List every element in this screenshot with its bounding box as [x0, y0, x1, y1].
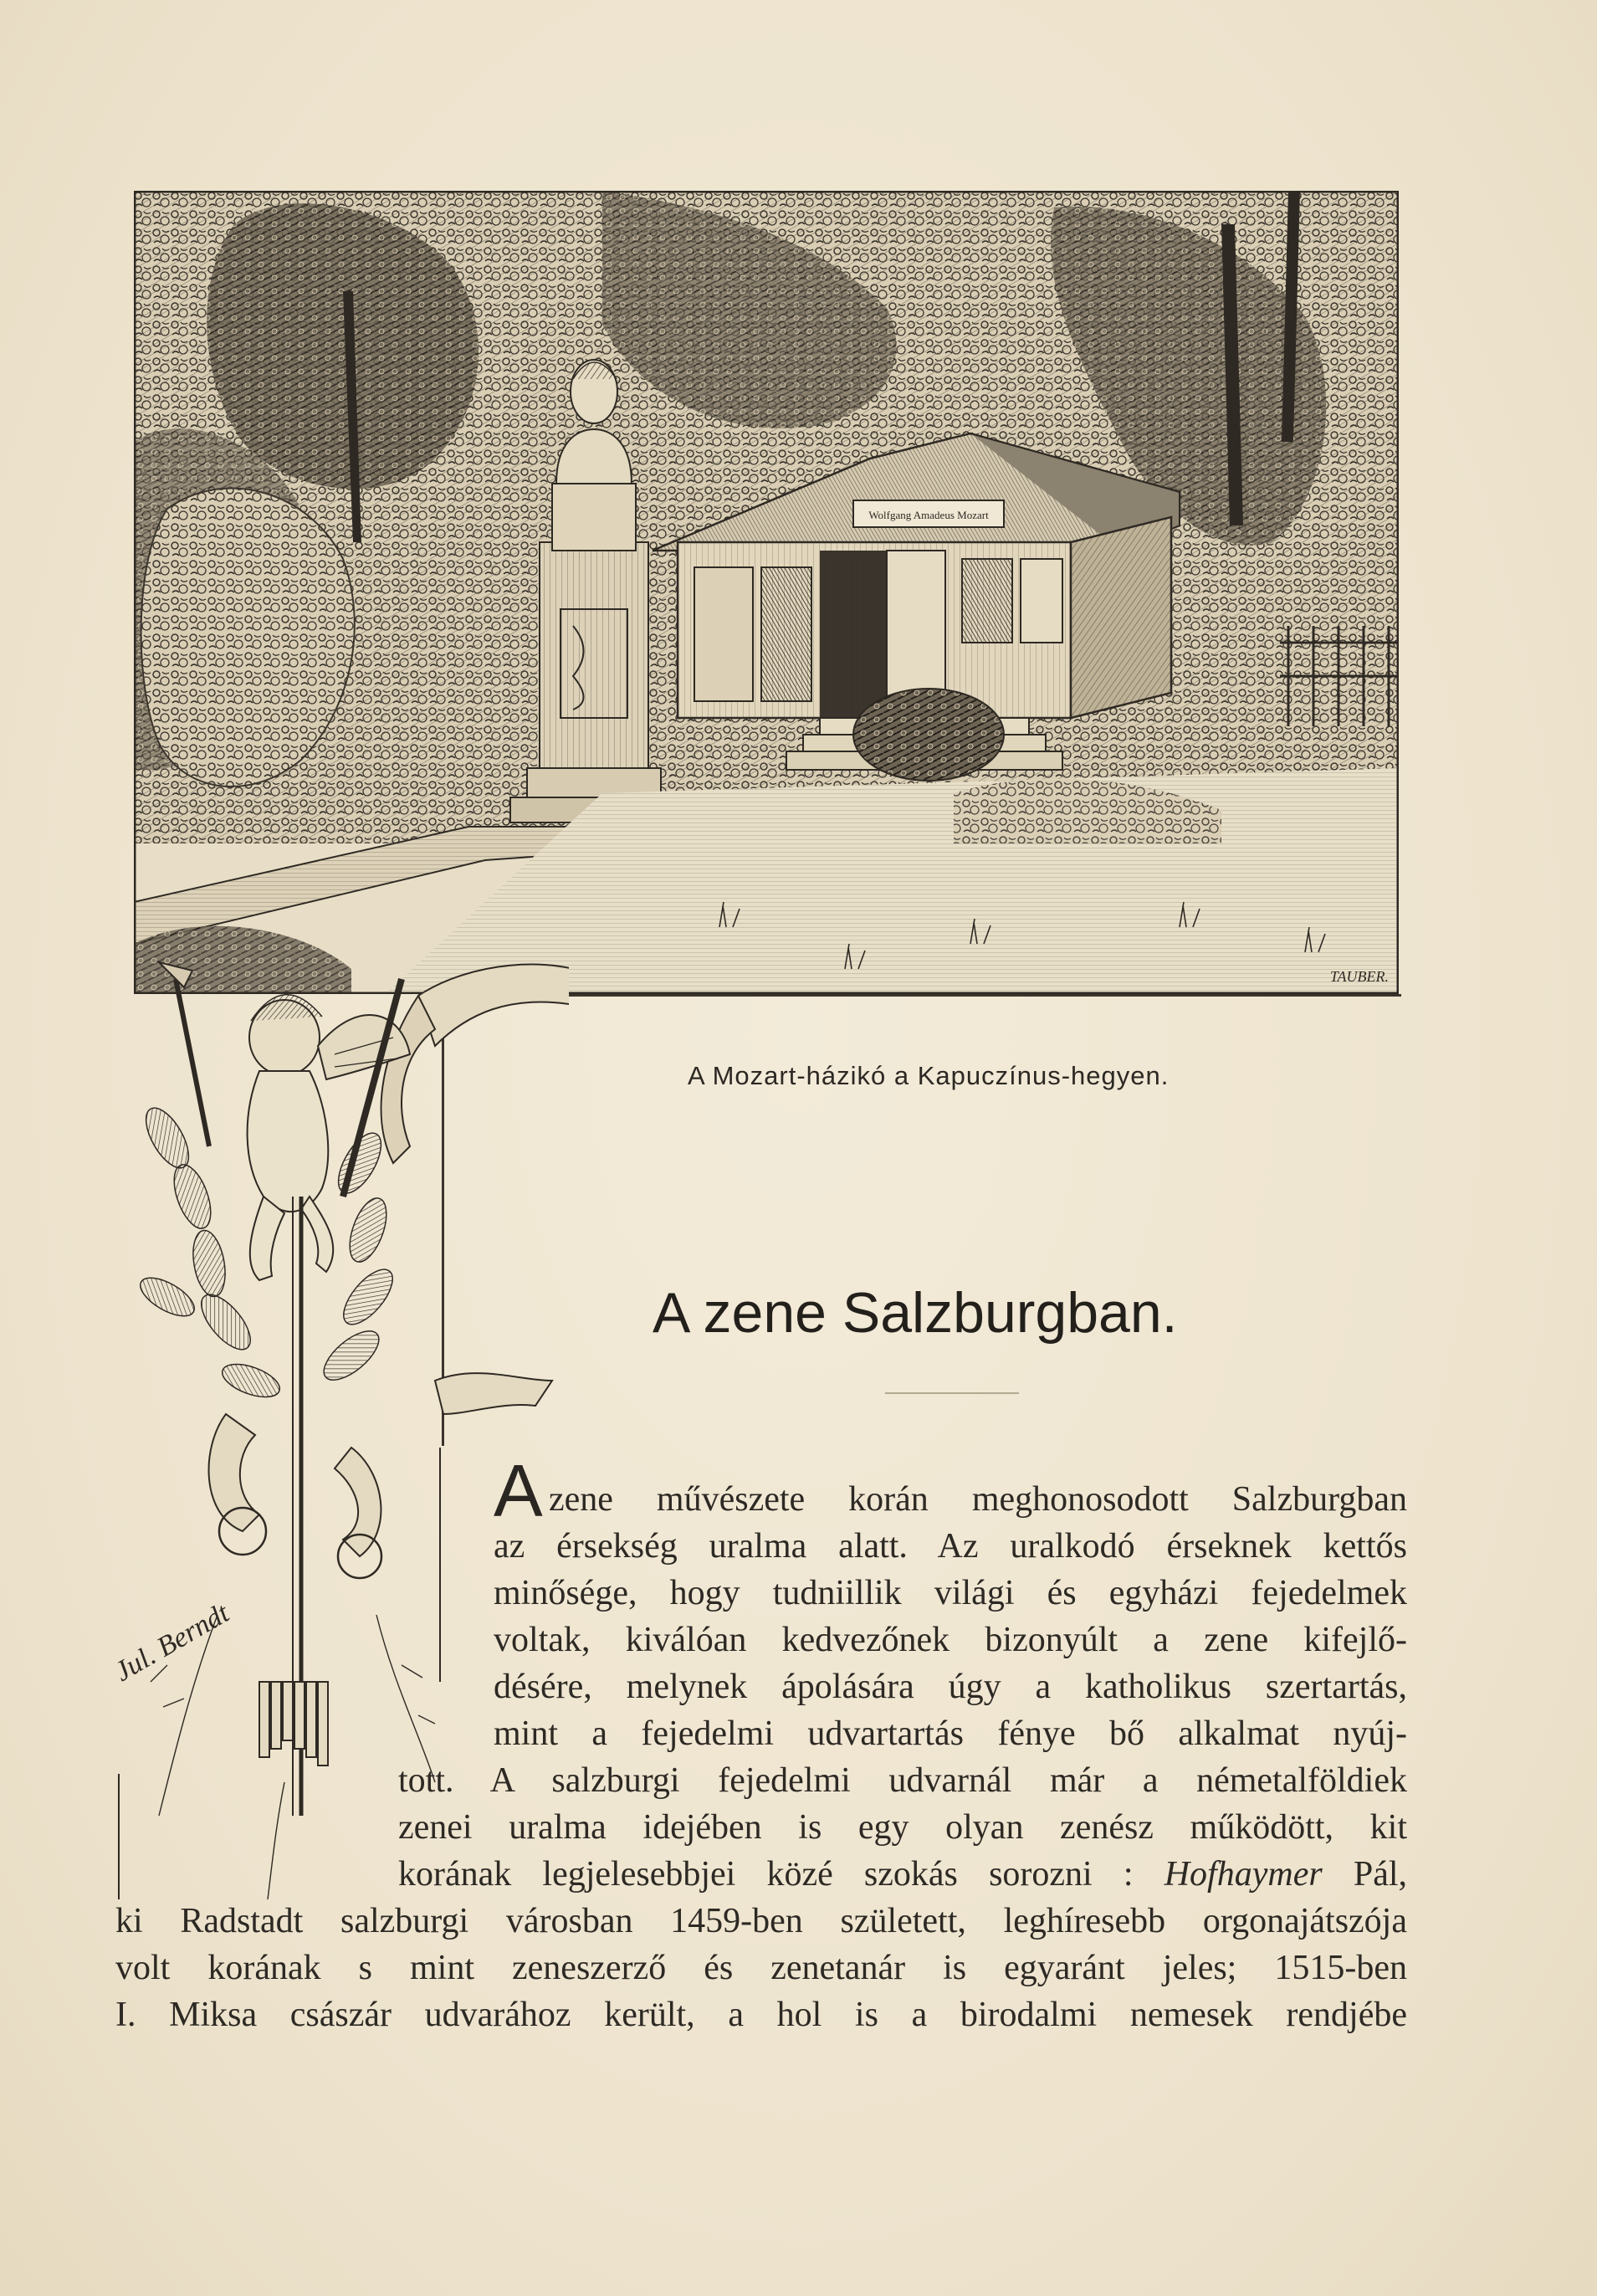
text-line: zenei uralma idejében is egy olyan zenész működött, kit [398, 1808, 1407, 1847]
ornament-signature: Jul. Berndt [117, 1597, 235, 1688]
text-line: minősége, hogy tudniillik világi és egyházi fejedelmek [494, 1574, 1407, 1612]
text-line: désére, melynek ápolására úgy a katholikus szertartás, [494, 1668, 1407, 1706]
drop-cap: A [494, 1449, 543, 1532]
text-line: az érsekség uralma alatt. Az uralkodó érseknek kettős [494, 1527, 1407, 1566]
text-line: voltak, kiválóan kedvezőnek bizonyúlt a zene kifejlő- [494, 1621, 1407, 1659]
text-line: tott. A salzburgi fejedelmi udvarnál már a németalföldiek [398, 1761, 1407, 1800]
text-line: I. Miksa császár udvarához került, a hol is a birodalmi nemesek rendjébe [115, 1996, 1407, 2034]
engraver-signature: TAUBER. [1329, 968, 1389, 985]
text-line: volt korának s mint zeneszerző és zenetanár is egyaránt jeles; 1515-ben [115, 1949, 1407, 1987]
text-line [398, 1851, 1407, 1898]
text-line: ki Radstadt salzburgi városban 1459-ben született, leghíresebb orgonajátszója [115, 1902, 1407, 1940]
italic-name: Hofhaymer [1164, 1855, 1323, 1894]
text-run: Pál, [1353, 1855, 1408, 1894]
house-sign: Wolfgang Amadeus Mozart [868, 509, 989, 521]
illustration-caption: A Mozart-házikó a Kapuczínus-hegyen. [688, 1061, 1170, 1090]
text-line: mint a fejedelmi udvartartás fénye bő alkalmat nyúj- [494, 1714, 1407, 1753]
chapter-title: A zene Salzburgban. [653, 1281, 1178, 1345]
text-run: korának legjelesebbjei közé szokás sorozni : [398, 1855, 1134, 1894]
text-line: zene művészete korán meghonosodott Salzburgban [549, 1480, 1407, 1519]
